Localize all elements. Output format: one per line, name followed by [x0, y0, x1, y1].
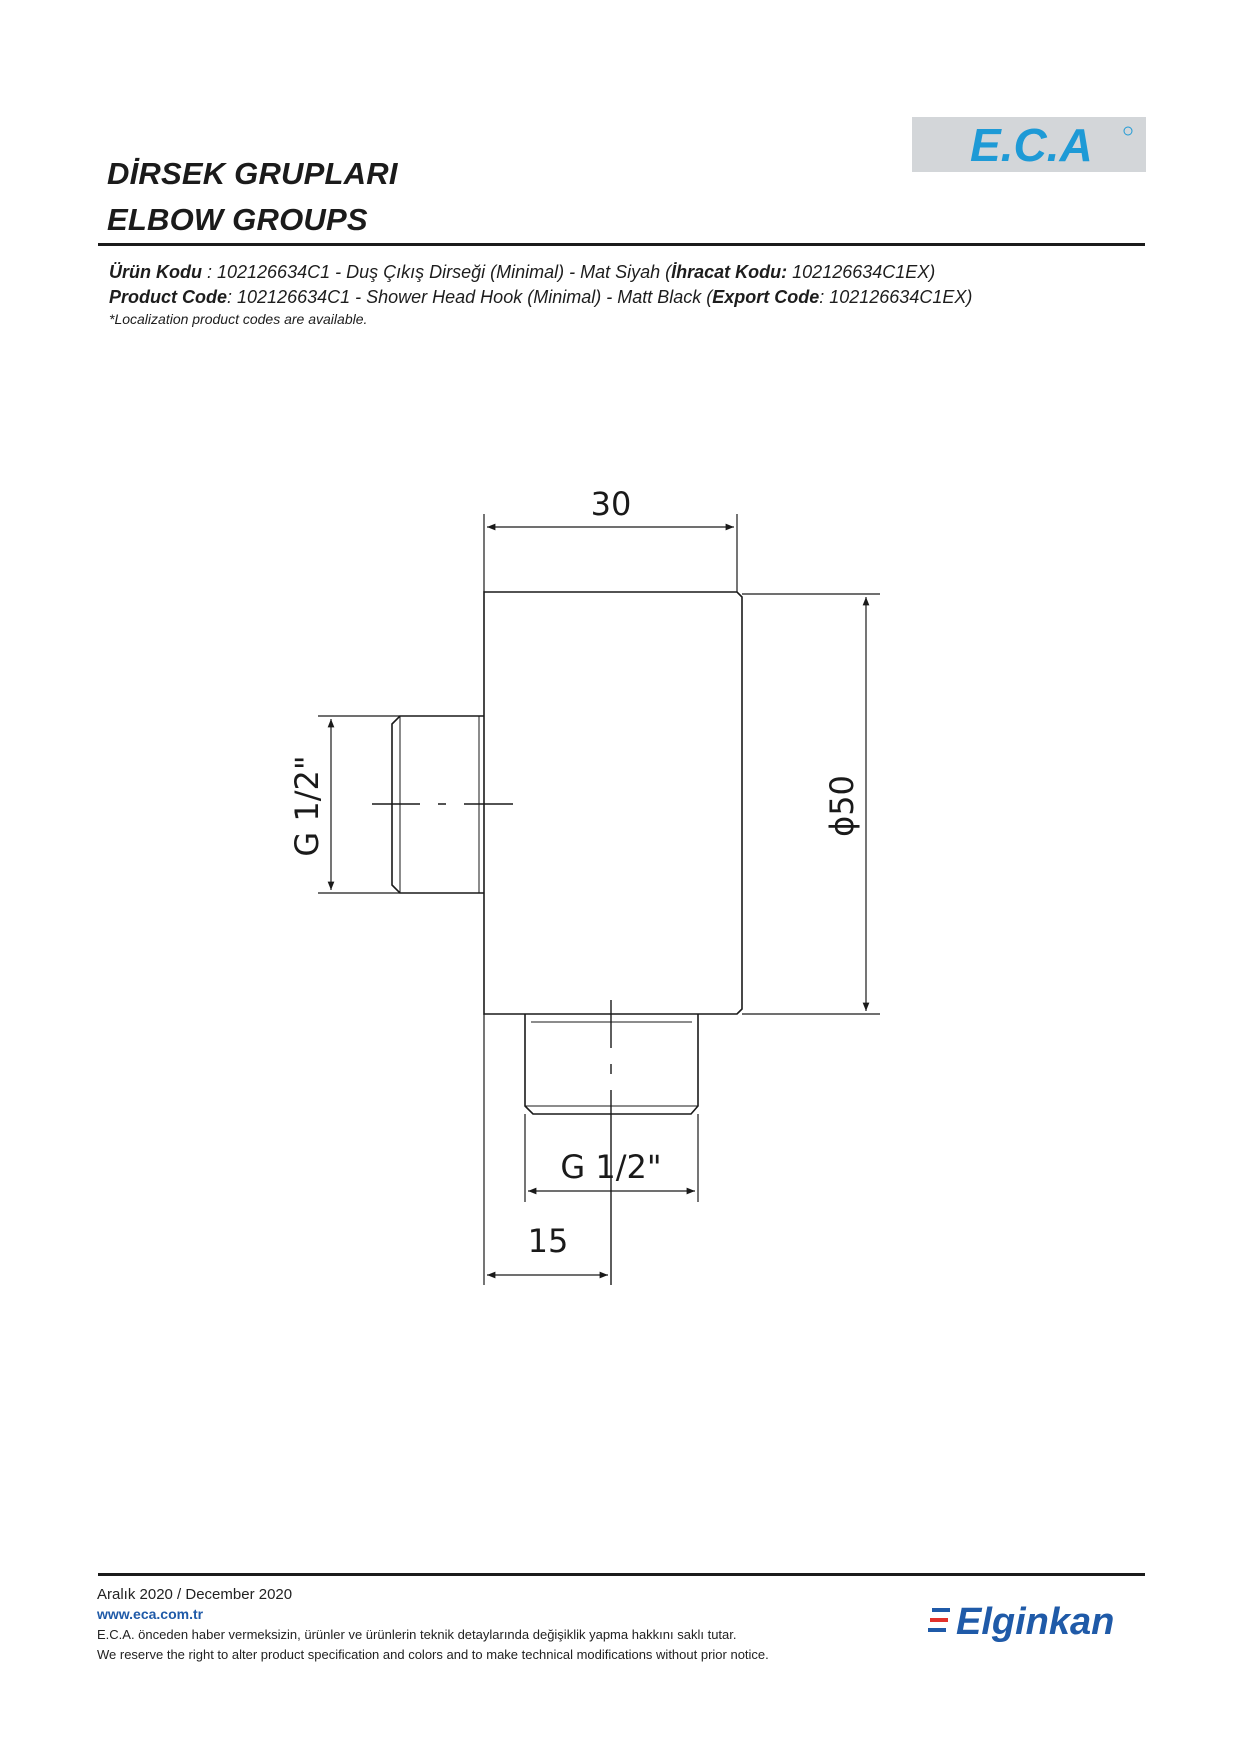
elbow-body	[484, 592, 742, 1014]
elginkan-mark-bar-3	[928, 1628, 946, 1632]
footer-website-link[interactable]: www.eca.com.tr	[97, 1606, 204, 1622]
page-title-tr: DİRSEK GRUPLARI	[107, 156, 398, 191]
elginkan-mark-bar-1	[932, 1608, 950, 1612]
export-code-tr-label: İhracat Kodu:	[671, 262, 788, 282]
dim-30-extensions	[484, 514, 737, 592]
elginkan-logo	[924, 1596, 1144, 1646]
footer-divider	[98, 1573, 1145, 1576]
export-code-en-label: Export Code	[712, 287, 820, 307]
dim-30-label: 30	[590, 485, 632, 523]
dim-bottom-thread-label: G 1/2"	[560, 1148, 662, 1186]
product-code-tr-text: : 102126634C1 - Duş Çıkış Dirseği (Minimal) - Mat Siyah (	[201, 262, 672, 282]
eca-logo-text: E.C.A	[970, 119, 1093, 171]
footer-date: Aralık 2020 / December 2020	[97, 1586, 293, 1603]
product-code-en-text: : 102126634C1 - Shower Head Hook (Minimal) - Matt Black (	[227, 287, 713, 307]
dim-side-thread-label: G 1/2"	[288, 755, 326, 857]
dim-15-label: 15	[527, 1222, 569, 1260]
footer-notice-en: We reserve the right to alter product specification and colors and to make technical modifications without prior notice.	[97, 1647, 769, 1662]
elginkan-logo-text: Elginkan	[956, 1601, 1115, 1643]
product-code-tr-label: Ürün Kodu	[109, 262, 202, 282]
localization-note: *Localization product codes are available.	[109, 311, 368, 327]
export-code-en-value: : 102126634C1EX)	[819, 287, 973, 307]
footer-notice-tr: E.C.A. önceden haber vermeksizin, ürünler ve ürünlerin teknik detaylarında değişiklik yapma hakkını saklı tutar.	[97, 1627, 737, 1642]
dim-50-label: ϕ50	[823, 775, 861, 837]
elginkan-mark-bar-2	[930, 1618, 948, 1622]
product-code-en-label: Product Code	[109, 287, 228, 307]
page-title-en: ELBOW GROUPS	[107, 202, 368, 237]
export-code-tr-value: 102126634C1EX)	[787, 262, 936, 282]
